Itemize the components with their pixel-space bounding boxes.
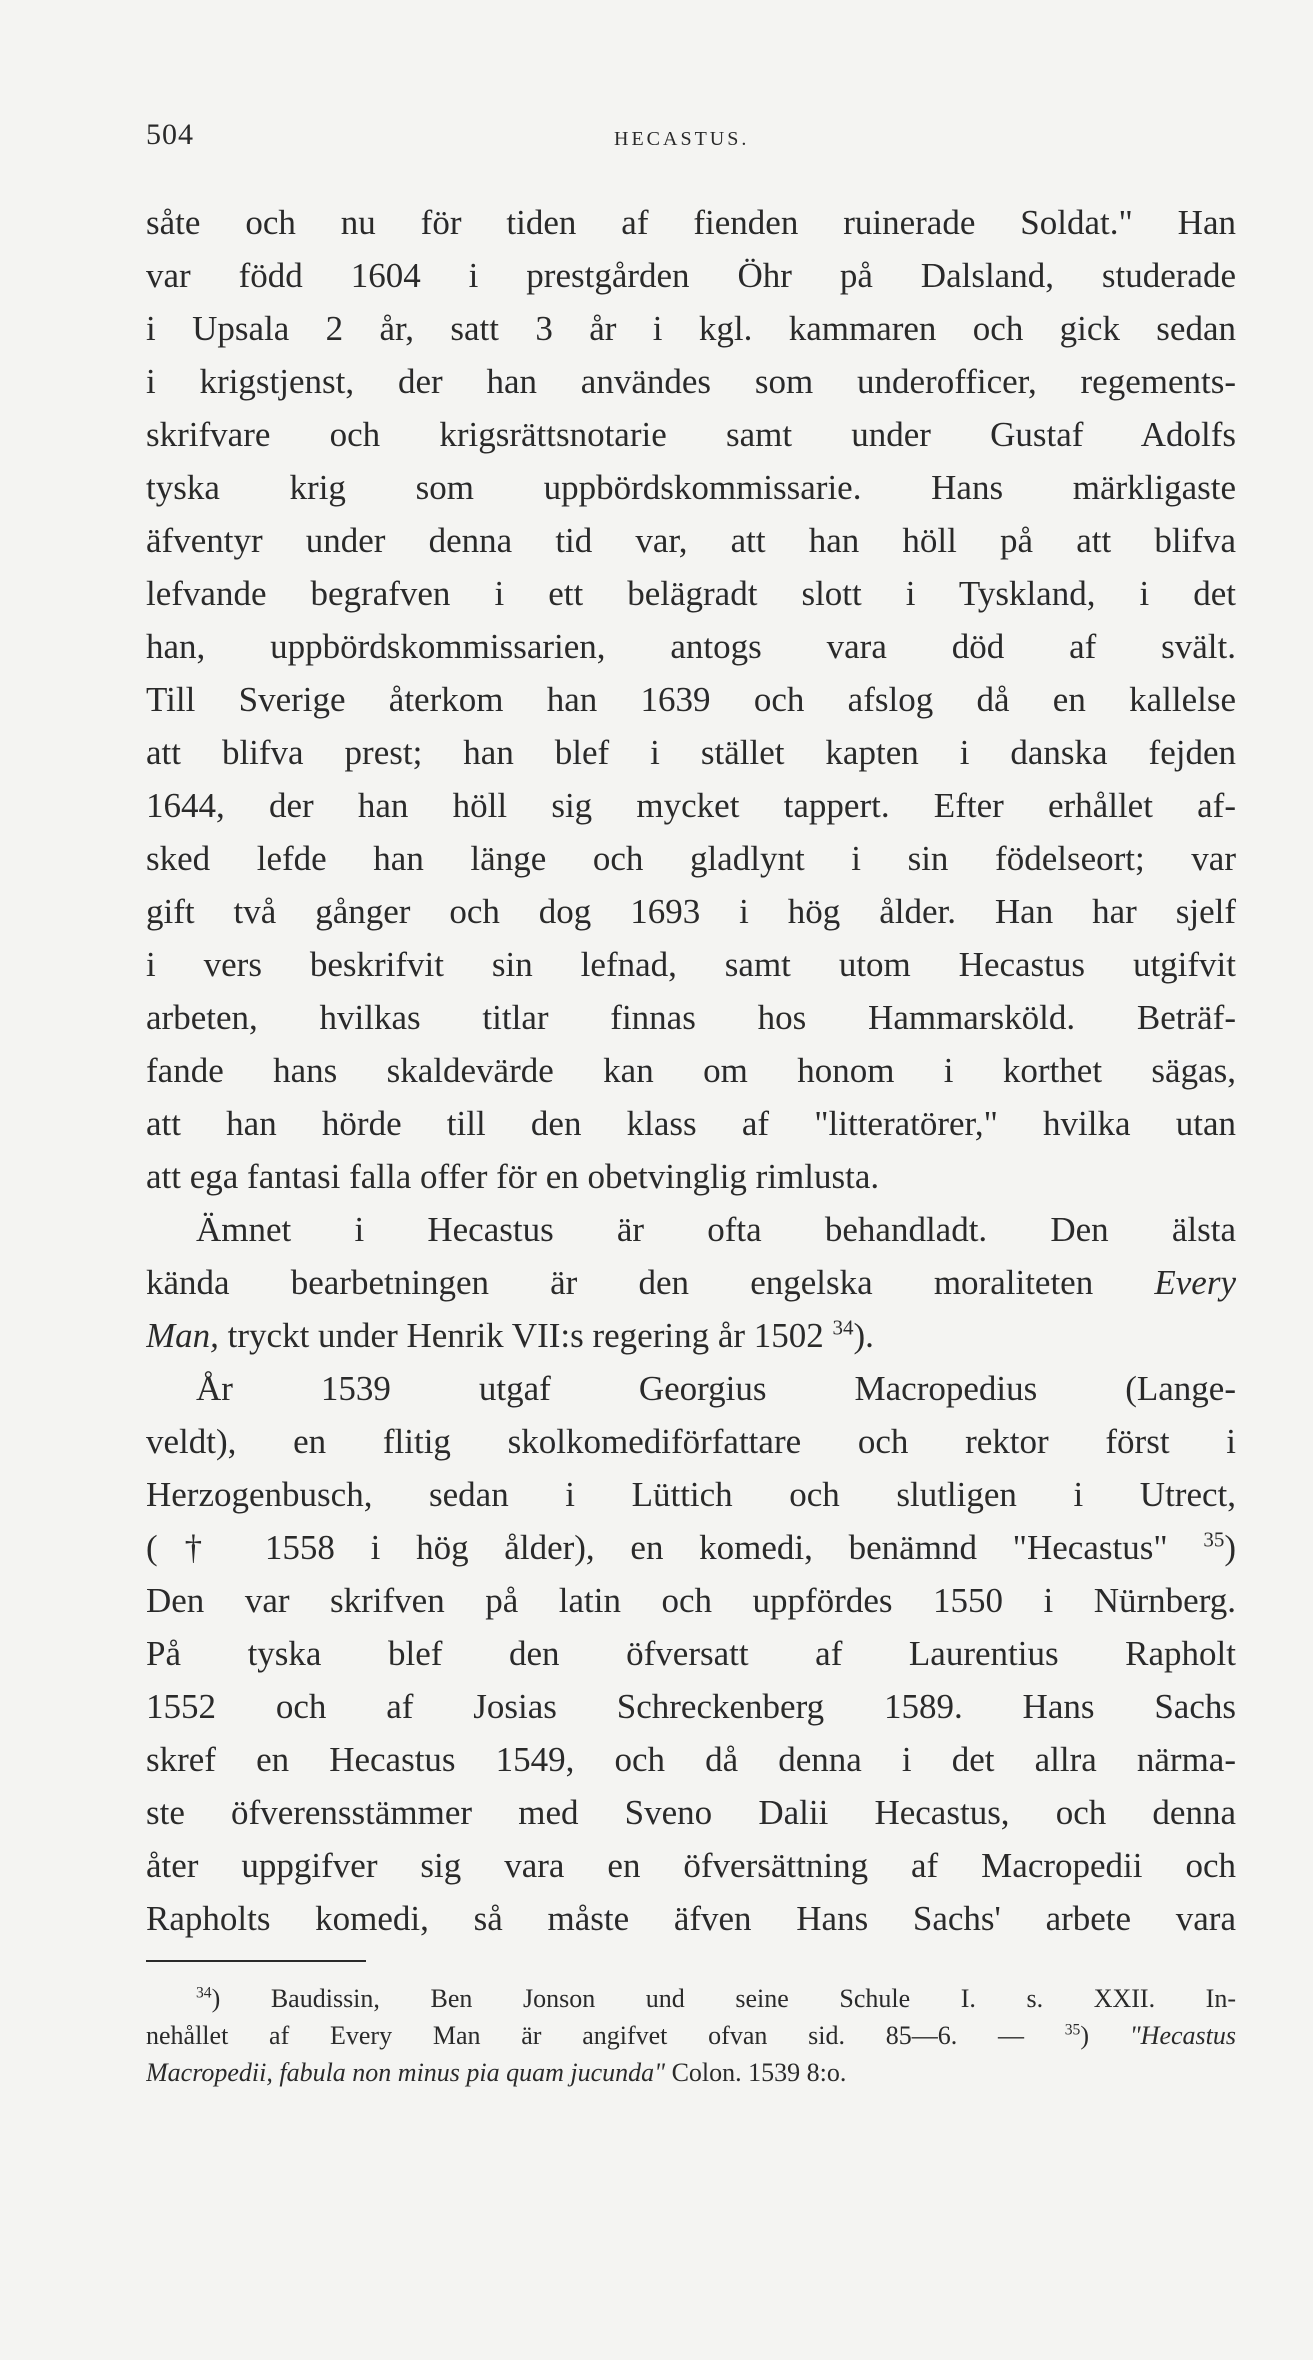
text-line: Rapholts komedi, så måste äfven Hans Sachs' arbete vara: [146, 1899, 1236, 1938]
footnote-mark: 34: [196, 1984, 212, 2002]
running-title: HECASTUS.: [614, 128, 750, 150]
text-line: skrifvare och krigsrättsnotarie samt under Gustaf Adolfs: [146, 415, 1236, 454]
page-header: [146, 118, 1236, 158]
text-line: äfventyr under denna tid var, att han höll på att blifva: [146, 521, 1236, 560]
text-line: På tyska blef den öfversatt af Laurentius Rapholt: [146, 1634, 1236, 1673]
text-line: att han hörde till den klass af "litteratörer," hvilka utan: [146, 1104, 1236, 1143]
text-line: att ega fantasi falla offer för en obetvinglig rimlusta.: [146, 1157, 880, 1196]
text-line: [146, 1256, 1236, 1309]
text-line: veldt), en flitig skolkomediförfattare och rektor först i: [146, 1422, 1236, 1461]
text-segment: ).: [853, 1316, 874, 1355]
text-line: i vers beskrifvit sin lefnad, samt utom Hecastus utgifvit: [146, 945, 1236, 984]
text-line: gift två gånger och dog 1693 i hög ålder. Han har sjelf: [146, 892, 1236, 931]
footnote-text: ): [1080, 2021, 1130, 2050]
footnote-line: [146, 1980, 1236, 2017]
footnote-text: ) Baudissin, Ben Jonson und seine Schule I. s. XXII. In-: [211, 1984, 1236, 2013]
footnote-line: [146, 2017, 1236, 2054]
text-line: År 1539 utgaf Georgius Macropedius (Lange-: [196, 1369, 1236, 1408]
footnote-divider: [146, 1960, 366, 1962]
text-line: i Upsala 2 år, satt 3 år i kgl. kammaren och gick sedan: [146, 309, 1236, 348]
footnote-text: Colon. 1539 8:o.: [665, 2058, 847, 2087]
text-line: skref en Hecastus 1549, och då denna i det allra närma-: [146, 1740, 1236, 1779]
page-number: 504: [146, 118, 194, 151]
text-segment: ): [1224, 1528, 1236, 1567]
text-line: arbeten, hvilkas titlar finnas hos Hammarsköld. Beträf-: [146, 998, 1236, 1037]
text-line: Ämnet i Hecastus är ofta behandladt. Den älsta: [196, 1210, 1236, 1249]
text-line: [146, 1309, 1236, 1362]
work-title: Man,: [146, 1316, 219, 1355]
text-line: han, uppbördskommissarien, antogs vara död af svält.: [146, 627, 1236, 666]
footnotes: [146, 1980, 1236, 2091]
text-line: såte och nu för tiden af fienden ruinerade Soldat." Han: [146, 203, 1236, 242]
footnote-line: [146, 2054, 1236, 2091]
text-line: var född 1604 i prestgården Öhr på Dalsland, studerade: [146, 256, 1236, 295]
text-line: i krigstjenst, der han användes som underofficer, regements-: [146, 362, 1236, 401]
text-line: tyska krig som uppbördskommissarie. Hans märkligaste: [146, 468, 1236, 507]
text-line: 1552 och af Josias Schreckenberg 1589. Hans Sachs: [146, 1687, 1236, 1726]
text-line: [146, 1521, 1236, 1574]
footnote-title: "Hecastus: [1129, 2021, 1236, 2050]
text-line: Till Sverige återkom han 1639 och afslog då en kallelse: [146, 680, 1236, 719]
footnote-ref: 34: [832, 1315, 854, 1340]
body-text: [146, 196, 1236, 1945]
text-line: att blifva prest; han blef i stället kapten i danska fejden: [146, 733, 1236, 772]
text-segment: tryckt under Henrik VII:s regering år 1502: [227, 1316, 824, 1355]
work-title: Every: [1154, 1263, 1236, 1302]
text-line: ste öfverensstämmer med Sveno Dalii Hecastus, och denna: [146, 1793, 1236, 1832]
text-segment: kända bearbetningen är den engelska moraliteten: [146, 1263, 1094, 1302]
text-line: sked lefde han länge och gladlynt i sin födelseort; var: [146, 839, 1236, 878]
text-line: lefvande begrafven i ett belägradt slott i Tyskland, i det: [146, 574, 1236, 613]
text-line: 1644, der han höll sig mycket tappert. Efter erhållet af-: [146, 786, 1236, 825]
text-line: Herzogenbusch, sedan i Lüttich och slutligen i Utrect,: [146, 1475, 1236, 1514]
text-segment: († 1558 i hög ålder), en komedi, benämnd "Hecastus": [146, 1528, 1168, 1567]
footnote-ref: 35: [1203, 1527, 1225, 1552]
footnote-text: nehållet af Every Man är angifvet ofvan sid. 85—6. —: [146, 2021, 1065, 2050]
text-line: åter uppgifver sig vara en öfversättning af Macropedii och: [146, 1846, 1236, 1885]
text-line: Den var skrifven på latin och uppfördes 1550 i Nürnberg.: [146, 1581, 1236, 1620]
footnote-title: Macropedii, fabula non minus pia quam jucunda": [146, 2058, 666, 2087]
text-line: fande hans skaldevärde kan om honom i korthet sägas,: [146, 1051, 1236, 1090]
footnote-mark: 35: [1064, 2021, 1081, 2039]
